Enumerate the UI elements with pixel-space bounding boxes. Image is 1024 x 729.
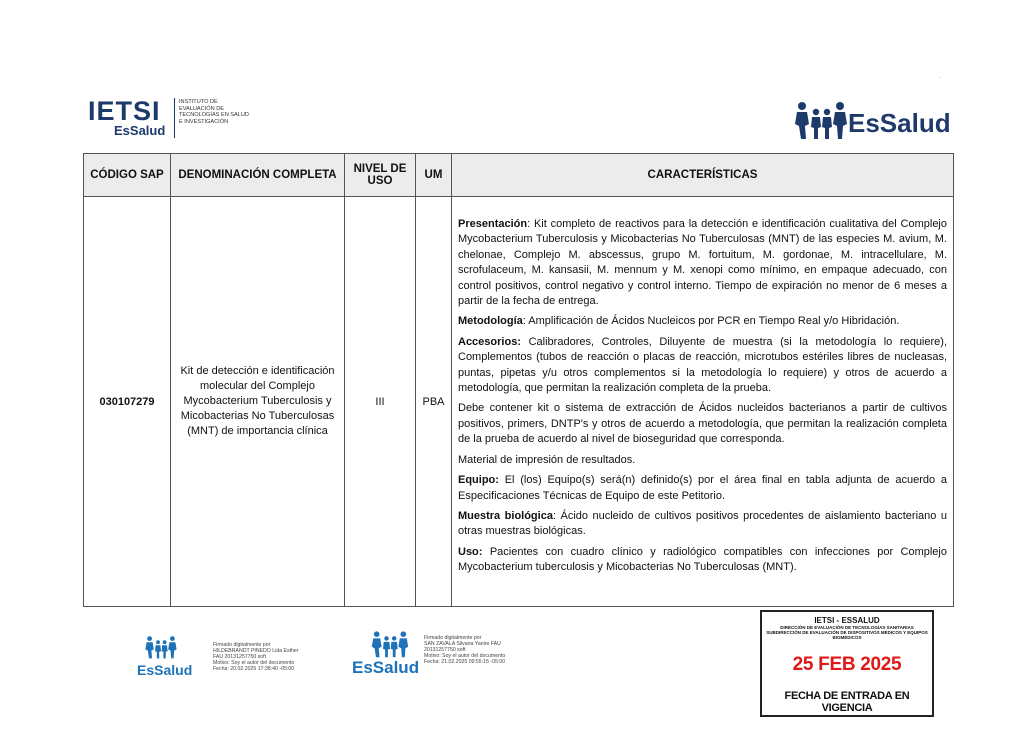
signature-text: Firmado digitalmente por SAN ZAVALA Silvana Yanire FAU 20131257750 soft Motivo: Soy el autor del documento Fecha: 21.02.2025 09:55:15 -05:00 [424,635,506,665]
metodologia-text: : Amplificación de Ácidos Nucleicos por PCR en Tiempo Real y/o Hibridación. [522,315,900,328]
family-icon [794,100,848,140]
muestra-paragraph [458,509,947,540]
ietsi-logo-sub: EsSalud [114,123,166,138]
metodologia-label: Metodología [458,315,523,328]
stamp-line-1: DIRECCIÓN DE EVALUACIÓN DE TECNOLOGÍAS SANITARIAS [780,625,914,630]
muestra-text: : Ácido nucleido de cultivos positivos procedentes de aislamiento bacteriano u otras muestras biológicas. [458,509,947,538]
accesorios-paragraph [458,335,947,397]
family-icon [368,630,412,658]
cell-code: 030107279 [84,197,171,607]
uso-paragraph [458,545,947,576]
accesorios-label: Accesorios: [458,335,521,348]
muestra-label: Muestra biológica [458,509,553,522]
metodologia-paragraph [458,314,947,329]
accesorios-text: Calibradores, Controles, Diluyente de muestra (si la metodología lo requiere), Complementos (tubos de reacción o placas de reacción, microtubos estériles libres de nucleasas, puntas, pipetas y/u otros complementos si la metodología lo requiere) y otros de acuerdo a metodología, que permitan la realización completa de la prueba. [458,335,947,395]
speck [940,77,941,78]
header-denomination: DENOMINACIÓN COMPLETA [171,154,345,197]
ietsi-logo [88,98,248,140]
cell-level: III [345,197,416,607]
uso-text: Pacientes con cuadro clínico y radiológico compatibles con infecciones por Complejo Mycobacterium tuberculosis y Micobacterias No Tuberculosas (MNT). [458,545,947,574]
stamp-title: IETSI - ESSALUD [814,616,880,625]
signature-text: Firmado digitalmente por HILDEBRANDT PINEDO Lida Esther FAU 20131257750 soft Motivo: Soy el autor del documento Fecha: 20.02.2025 17:38:40 -05:00 [213,642,299,672]
presentacion-text: : Kit completo de reactivos para la detección e identificación cualitativa del Complejo Mycobacterium Tuberculosis y Micobacterias No Tuberculosas (MNT) de las especies M. avium, M. chelonae, Complejo M. abscessus, grupo M. fortuitum, M. gordonae, M. intracellulare, M. scrofulaceum, M. kansasii, M. mennum y M. xenopi como mínimo, en empaque adecuado, con control positivos, control negativo y control interno. Tiempo de expiración no menor de 6 meses a partir de la fecha de entrega. [458,218,947,308]
header-um: UM [416,154,452,197]
uso-label: Uso: [458,545,483,558]
ietsi-logo-word: IETSI [88,96,161,126]
material-paragraph: Material de impresión de resultados. [458,453,636,466]
equipo-text: El (los) Equipo(s) será(n) definido(s) por el área final en tabla adjunta de acuerdo a Especificaciones Técnicas de Equipo de este Petitorio. [458,474,947,502]
header-level: NIVEL DE USO [345,154,416,197]
equipo-paragraph [458,473,947,504]
cell-characteristics [452,197,954,607]
signature-logo-word: EsSalud [352,658,420,677]
validity-stamp [760,610,934,717]
stamp-line-2: SUBDIRECCIÓN DE EVALUACIÓN DE DISPOSITIVOS MÉDICOS Y EQUIPOS BIOMÉDICOS [766,630,928,640]
signature-logo-word: EsSalud [137,662,193,678]
stamp-date: 25 FEB 2025 [792,654,902,675]
digital-signature-2 [352,630,562,680]
specification-table [83,153,954,607]
essalud-logo-word: EsSalud [848,108,951,138]
ietsi-institute-name: INSTITUTO DE EVALUACIÓN DE TECNOLOGÍAS EN SALUD E INVESTIGACIÓN [179,99,249,125]
cell-denomination: Kit de detección e identificación molecular del Complejo Mycobacterium Tuberculosis y Micobacterias No Tuberculosas (MNT) de importancia clínica [171,197,345,607]
family-icon [143,635,179,659]
essalud-logo [794,100,954,142]
presentacion-label: Presentación [458,218,528,230]
header-code: CÓDIGO SAP [84,154,171,197]
stamp-caption: FECHA DE ENTRADA EN VIGENCIA [784,690,910,714]
presentacion-paragraph [458,217,947,309]
table-header-row [84,154,954,197]
table-row [84,197,954,607]
cell-um: PBA [416,197,452,607]
header-characteristics: CARACTERÍSTICAS [452,154,954,197]
extraccion-paragraph: Debe contener kit o sistema de extracción de Ácidos nucleidos bacterianos a partir de cultivos positivos, primers, DNTP's y otros de acuerdo a metodología, que permitan la realización completa de la prueba de acuerdo al nivel de bioseguridad que corresponda. [458,402,947,446]
equipo-label: Equipo: [458,474,499,487]
logo-divider [174,98,175,138]
digital-signature-1 [135,635,335,685]
